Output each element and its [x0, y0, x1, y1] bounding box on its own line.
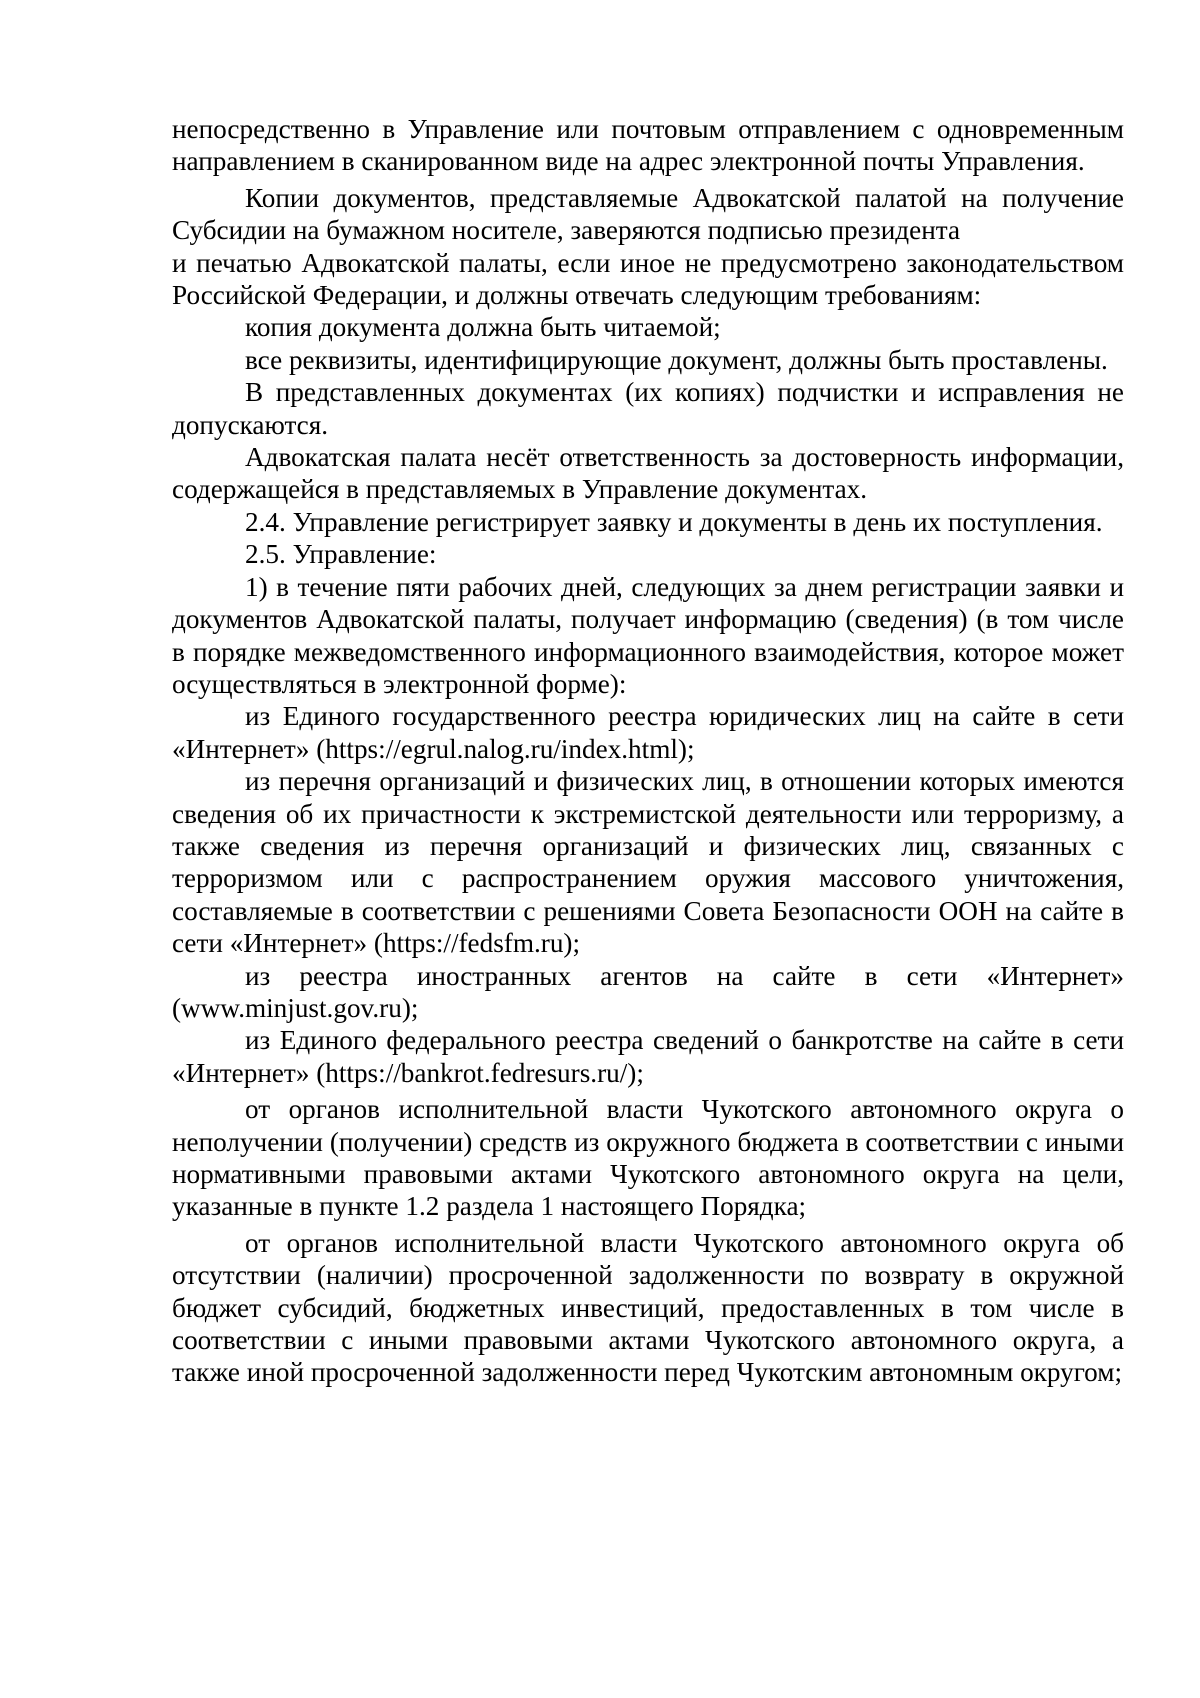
- paragraph-egrul-source: из Единого государственного реестра юридических лиц на сайте в сети «Интернет» (https://egrul.nalog.ru/index.html);: [172, 701, 1124, 764]
- paragraph-no-corrections: В представленных документах (их копиях) подчистки и исправления не допускаются.: [172, 377, 1124, 440]
- paragraph-responsibility: Адвокатская палата несёт ответственность за достоверность информации, содержащейся в представляемых в Управление документах.: [172, 442, 1124, 505]
- paragraph-bankruptcy-register: из Единого федерального реестра сведений о банкротстве на сайте в сети «Интернет» (https://bankrot.fedresurs.ru/);: [172, 1025, 1124, 1088]
- paragraph-delivery-method: непосредственно в Управление или почтовым отправлением с одновременным направлением в сканированном виде на адрес электронной почты Управления.: [172, 114, 1124, 177]
- paragraph-overdue-debt: от органов исполнительной власти Чукотского автономного округа об отсутствии (наличии) просроченной задолженности по возврату в окружной бюджет субсидий, бюджетных инвестиций, предоставленных в том числе в соответствии с иными правовыми актами Чукотского автономного округа, а также иной просроченной задолженности перед Чукотским автономным округом;: [172, 1227, 1124, 1388]
- paragraph-readable-copy: копия документа должна быть читаемой;: [245, 312, 721, 343]
- paragraph-extremism-list: из перечня организаций и физических лиц, в отношении которых имеются сведения об их причастности к экстремистской деятельности или терроризму, а также сведения из перечня организаций и физических лиц, связанных с терроризмом или с распространением оружия массового уничтожения, составляемые в соответствии с решениями Совета Безопасности ООН на сайте в сети «Интернет» (https://fedsfm.ru);: [172, 766, 1124, 959]
- paragraph-funds-receipt: от органов исполнительной власти Чукотского автономного округа о неполучении (получении) средств из окружного бюджета в соответствии с иными нормативными правовыми актами Чукотского автономного округа на цели, указанные в пункте 1.2 раздела 1 настоящего Порядка;: [172, 1094, 1124, 1222]
- paragraph-foreign-agents: из реестра иностранных агентов на сайте в сети «Интернет» (www.minjust.gov.ru);: [172, 960, 1124, 1023]
- paragraph-seal-requirements: и печатью Адвокатской палаты, если иное не предусмотрено законодательством Российской Федерации, и должны отвечать следующим требованиям:: [172, 247, 1124, 311]
- paragraph-clause-2-4: 2.4. Управление регистрирует заявку и документы в день их поступления.: [245, 506, 1103, 537]
- paragraph-clause-2-5: 2.5. Управление:: [245, 539, 437, 570]
- paragraph-item-1: 1) в течение пяти рабочих дней, следующих за днем регистрации заявки и документов Адвокатской палаты, получает информацию (сведения) (в том числе в порядке межведомственного информационного взаимодействия, которое может осуществляться в электронной форме):: [172, 571, 1124, 699]
- paragraph-copies-certification: Копии документов, представляемые Адвокатской палатой на получение Субсидии на бумажном носителе, заверяются подписью президента: [172, 182, 1124, 246]
- document-page: [172, 113, 1124, 1389]
- paragraph-requisites: все реквизиты, идентифицирующие документ, должны быть проставлены.: [245, 344, 1108, 375]
